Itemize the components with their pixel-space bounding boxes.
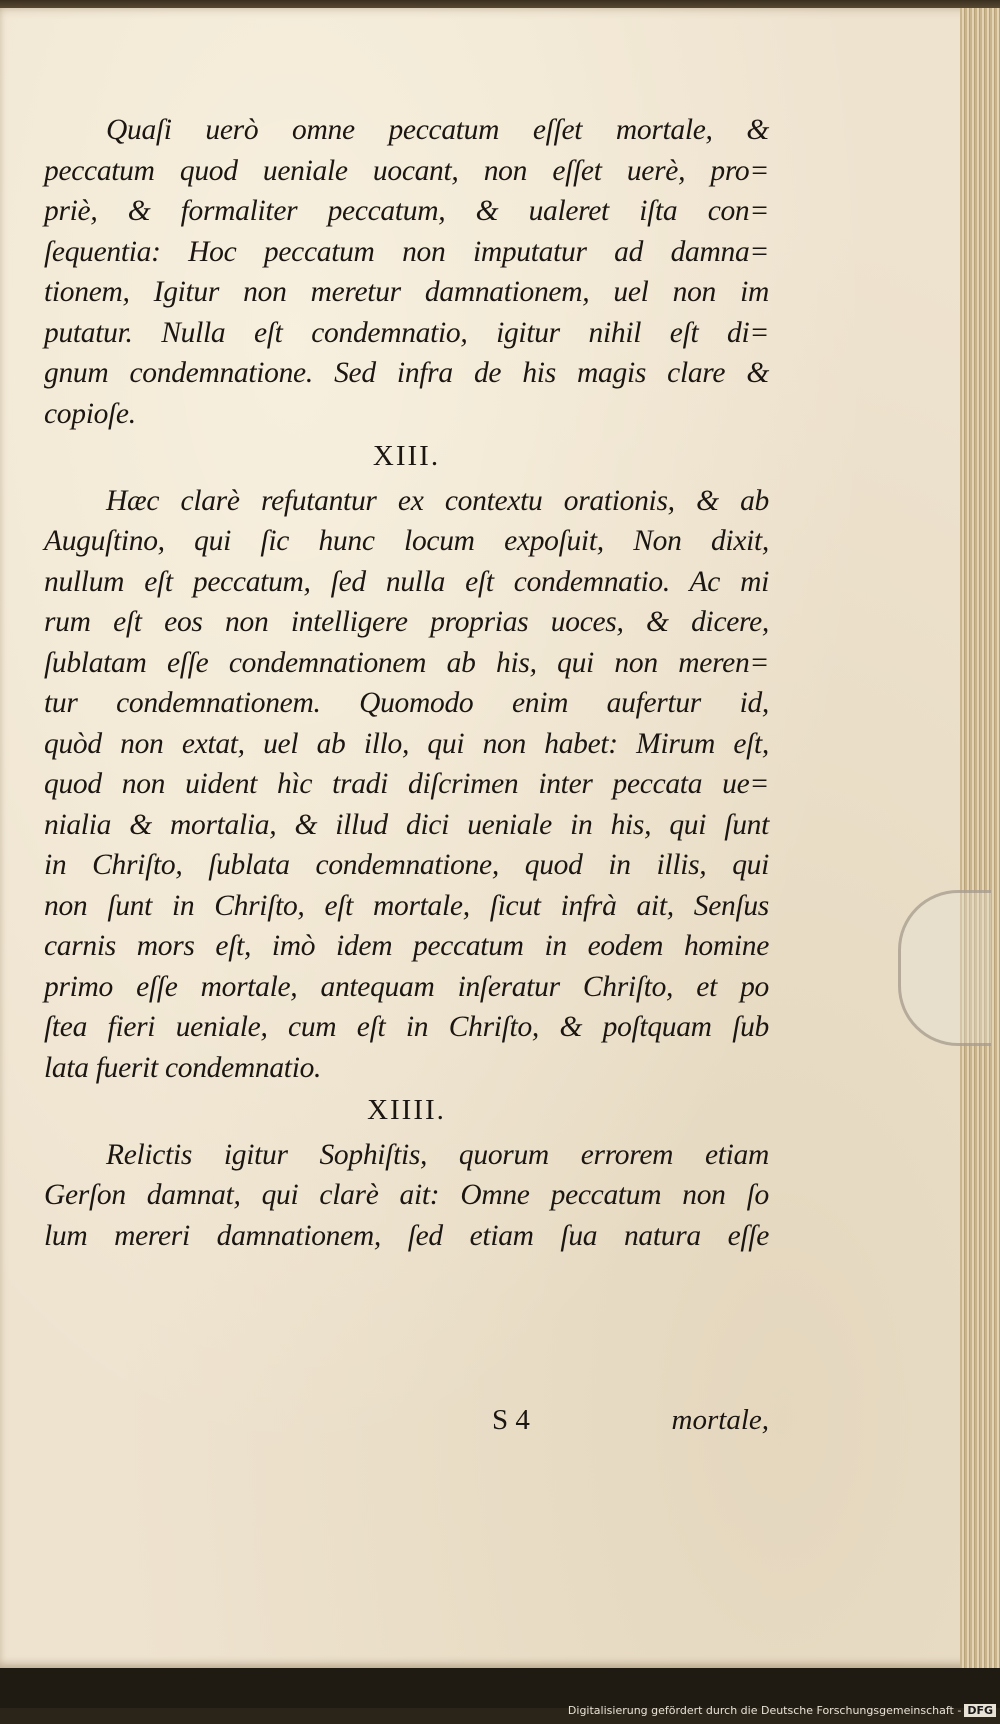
signature-mark: S 4 [492,1404,530,1436]
section-heading: XIII. [372,440,441,472]
text-line: lum mereri damnationem, ſed etiam ſua natura eſſe [44,1219,769,1252]
text-line: non ſunt in Chriſto, eſt mortale, ſicut infrà ait, Senſus [44,889,769,922]
section-heading: XIIII. [367,1094,446,1126]
text-line: carnis mors eſt, imò idem peccatum in eodem homine [44,930,769,962]
text-line: ſublatam eſſe condemnationem ab his, qui non meren= [44,646,769,679]
text-line: nullum eſt peccatum, ſed nulla eſt condemnatio. Ac mi [44,565,769,598]
text-line: copioſe. [44,397,136,430]
dfg-logo: DFG [964,1704,996,1717]
text-line: nialia & mortalia, & illud dici ueniale in his, qui ſunt [44,808,769,841]
text-line: peccatum quod ueniale uocant, non eſſet uerè, pro= [44,154,769,187]
page-clip [898,890,991,1046]
paragraph-1 [44,110,769,434]
text-line: Relictis igitur Sophiſtis, quorum errorem etiam [106,1138,769,1171]
text-line: Gerſon damnat, qui clarè ait: Omne peccatum non ſo [44,1179,769,1211]
text-line: rum eſt eos non intelligere proprias uoces, & dicere, [44,606,769,638]
catchline [44,1404,769,1448]
text-line: ſtea fieri ueniale, cum eſt in Chriſto, & poſtquam ſub [44,1011,769,1043]
text-line: quod non uident hìc tradi diſcrimen inter peccata ue= [44,768,769,800]
text-line: tur condemnationem. Quomodo enim aufertur id, [44,687,769,719]
footer-text: Digitalisierung gefördert durch die Deutsche Forschungsgemeinschaft - [567,1704,962,1717]
catchword: mortale, [671,1404,769,1436]
page-text [44,110,769,1256]
text-line: quòd non extat, uel ab illo, qui non habet: Mirum eſt, [44,727,769,760]
text-line: Quaſi uerò omne peccatum eſſet mortale, & [106,114,769,146]
page-edges [960,8,1000,1673]
text-line: tionem, Igitur non meretur damnationem, uel non im [44,276,769,308]
text-line: gnum condemnatione. Sed infra de his magis clare & [44,357,769,389]
text-line: Auguſtino, qui ſic hunc locum expoſuit, Non dixit, [44,525,769,557]
text-line: in Chriſto, ſublata condemnatione, quod in illis, qui [44,849,769,881]
text-line: primo eſſe mortale, antequam inſeratur Chriſto, et po [44,970,769,1003]
text-line: lata fuerit condemnatio. [44,1051,322,1084]
text-line: putatur. Nulla eſt condemnatio, igitur nihil eſt di= [44,316,769,349]
digitization-footer [568,1704,996,1717]
paragraph-2 [44,481,769,1089]
book-bottom-edge [0,1668,1000,1708]
text-line: Hæc clarè refutantur ex contextu orationis, & ab [106,484,769,517]
text-line: ſequentia: Hoc peccatum non imputatur ad damna= [44,235,769,268]
paragraph-3 [44,1135,769,1257]
text-line: priè, & formaliter peccatum, & ualeret iſta con= [44,195,769,227]
